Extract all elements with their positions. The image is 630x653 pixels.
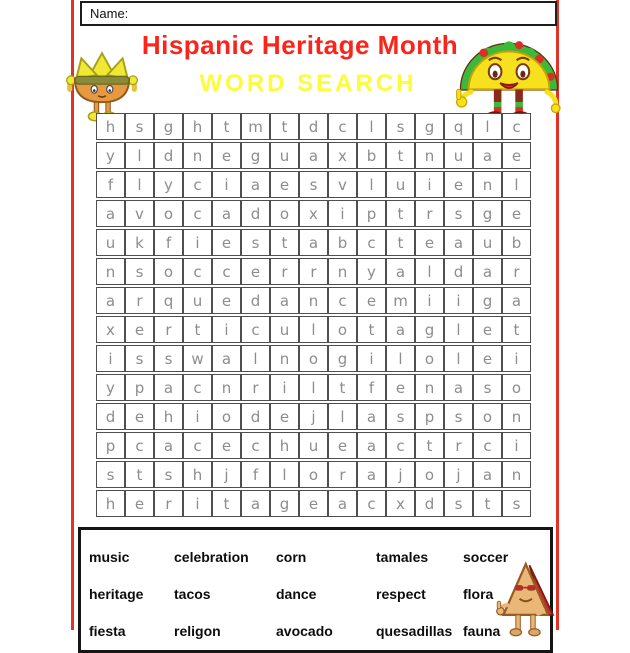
grid-cell: b: [328, 229, 357, 256]
grid-cell: i: [502, 432, 531, 459]
grid-cell: s: [473, 374, 502, 401]
grid-cell: i: [96, 345, 125, 372]
name-label: Name:: [90, 6, 129, 21]
grid-cell: e: [357, 287, 386, 314]
grid-cell: a: [212, 345, 241, 372]
grid-cell: e: [502, 142, 531, 169]
grid-cell: i: [270, 374, 299, 401]
grid-cell: n: [328, 258, 357, 285]
grid-cell: o: [299, 345, 328, 372]
grid-cell: c: [357, 229, 386, 256]
grid-cell: d: [299, 113, 328, 140]
grid-cell: n: [415, 142, 444, 169]
grid-cell: c: [183, 258, 212, 285]
grid-cell: t: [357, 316, 386, 343]
grid-cell: a: [444, 229, 473, 256]
grid-cell: o: [415, 461, 444, 488]
grid-cell: h: [96, 113, 125, 140]
grid-cell: a: [357, 432, 386, 459]
grid-cell: s: [154, 461, 183, 488]
grid-cell: o: [328, 316, 357, 343]
grid-cell: a: [328, 490, 357, 517]
grid-cell: o: [415, 345, 444, 372]
word-item: tacos: [174, 585, 211, 602]
grid-cell: d: [241, 403, 270, 430]
grid-cell: n: [299, 287, 328, 314]
grid-cell: u: [270, 316, 299, 343]
grid-cell: p: [357, 200, 386, 227]
word-item: soccer: [463, 548, 509, 565]
grid-cell: e: [125, 403, 154, 430]
grid-cell: a: [473, 258, 502, 285]
grid-cell: o: [502, 374, 531, 401]
grid-cell: l: [328, 403, 357, 430]
grid-cell: p: [125, 374, 154, 401]
grid-cell: g: [473, 200, 502, 227]
grid-cell: s: [125, 258, 154, 285]
grid-cell: r: [444, 432, 473, 459]
grid-cell: g: [241, 142, 270, 169]
word-item: fiesta: [89, 622, 126, 639]
grid-cell: c: [473, 432, 502, 459]
grid-cell: c: [328, 287, 357, 314]
grid-cell: h: [96, 490, 125, 517]
grid-cell: x: [96, 316, 125, 343]
grid-cell: v: [125, 200, 154, 227]
word-item: music: [89, 548, 130, 565]
grid-cell: s: [502, 490, 531, 517]
grid-cell: c: [386, 432, 415, 459]
grid-cell: a: [270, 287, 299, 314]
grid-cell: g: [415, 113, 444, 140]
grid-cell: o: [154, 200, 183, 227]
grid-cell: a: [299, 229, 328, 256]
grid-cell: t: [386, 142, 415, 169]
page-subtitle: WORD SEARCH: [199, 70, 417, 97]
grid-cell: e: [212, 432, 241, 459]
grid-row: [96, 113, 531, 140]
grid-cell: r: [502, 258, 531, 285]
grid-cell: f: [241, 461, 270, 488]
grid-row: [96, 403, 531, 430]
grid-row: [96, 171, 531, 198]
grid-cell: l: [415, 258, 444, 285]
grid-cell: s: [154, 345, 183, 372]
grid-cell: g: [473, 287, 502, 314]
grid-cell: x: [299, 200, 328, 227]
grid-cell: s: [96, 461, 125, 488]
grid-cell: c: [183, 200, 212, 227]
grid-cell: a: [386, 316, 415, 343]
grid-cell: a: [96, 200, 125, 227]
grid-row: [96, 229, 531, 256]
word-list-box: [78, 527, 553, 653]
grid-cell: a: [502, 287, 531, 314]
grid-cell: j: [386, 461, 415, 488]
grid-cell: u: [473, 229, 502, 256]
grid-cell: c: [183, 171, 212, 198]
grid-cell: r: [328, 461, 357, 488]
grid-cell: d: [241, 287, 270, 314]
grid-cell: l: [270, 461, 299, 488]
grid-cell: x: [386, 490, 415, 517]
grid-cell: c: [357, 490, 386, 517]
grid-cell: u: [270, 142, 299, 169]
grid-cell: d: [444, 258, 473, 285]
grid-cell: u: [183, 287, 212, 314]
grid-cell: t: [212, 490, 241, 517]
word-item: respect: [376, 585, 426, 602]
grid-cell: h: [154, 403, 183, 430]
grid-cell: o: [270, 200, 299, 227]
grid-cell: t: [415, 432, 444, 459]
grid-cell: m: [386, 287, 415, 314]
grid-cell: e: [212, 142, 241, 169]
grid-cell: l: [386, 345, 415, 372]
grid-cell: r: [125, 287, 154, 314]
grid-cell: b: [502, 229, 531, 256]
grid-cell: i: [415, 287, 444, 314]
grid-cell: i: [328, 200, 357, 227]
grid-cell: c: [328, 113, 357, 140]
grid-cell: s: [386, 403, 415, 430]
word-item: tamales: [376, 548, 429, 565]
grid-cell: q: [154, 287, 183, 314]
grid-cell: u: [444, 142, 473, 169]
grid-row: [96, 142, 531, 169]
grid-cell: a: [154, 432, 183, 459]
grid-row: [96, 316, 531, 343]
grid-cell: a: [473, 142, 502, 169]
grid-cell: e: [386, 374, 415, 401]
grid-cell: a: [212, 200, 241, 227]
grid-cell: j: [299, 403, 328, 430]
grid-cell: e: [473, 345, 502, 372]
grid-cell: m: [241, 113, 270, 140]
grid-cell: s: [125, 113, 154, 140]
grid-cell: e: [212, 229, 241, 256]
word-item: corn: [276, 548, 307, 565]
grid-cell: t: [270, 229, 299, 256]
grid-cell: c: [183, 374, 212, 401]
grid-cell: n: [212, 374, 241, 401]
grid-cell: l: [502, 171, 531, 198]
page-title: Hispanic Heritage Month: [141, 30, 459, 60]
grid-cell: k: [125, 229, 154, 256]
grid-row: [96, 287, 531, 314]
grid-cell: l: [357, 171, 386, 198]
grid-cell: t: [502, 316, 531, 343]
grid-cell: x: [328, 142, 357, 169]
grid-cell: s: [444, 490, 473, 517]
grid-cell: l: [473, 113, 502, 140]
grid-cell: u: [299, 432, 328, 459]
word-item: dance: [276, 585, 317, 602]
grid-cell: l: [444, 345, 473, 372]
word-list-row: [89, 538, 550, 575]
grid-cell: g: [328, 345, 357, 372]
grid-cell: e: [473, 316, 502, 343]
grid-cell: h: [183, 461, 212, 488]
grid-cell: a: [154, 374, 183, 401]
grid-cell: e: [125, 316, 154, 343]
grid-cell: r: [415, 200, 444, 227]
grid-cell: v: [328, 171, 357, 198]
grid-cell: c: [212, 258, 241, 285]
grid-cell: r: [154, 316, 183, 343]
grid-cell: l: [125, 171, 154, 198]
grid-cell: y: [96, 374, 125, 401]
grid-cell: o: [154, 258, 183, 285]
grid-cell: e: [212, 287, 241, 314]
grid-cell: b: [357, 142, 386, 169]
grid-cell: o: [212, 403, 241, 430]
grid-cell: a: [96, 287, 125, 314]
grid-cell: d: [154, 142, 183, 169]
grid-cell: s: [386, 113, 415, 140]
grid-cell: c: [502, 113, 531, 140]
grid-cell: t: [473, 490, 502, 517]
grid-cell: t: [386, 200, 415, 227]
name-field: [80, 1, 557, 26]
grid-cell: i: [212, 316, 241, 343]
grid-cell: i: [502, 345, 531, 372]
grid-cell: a: [241, 490, 270, 517]
word-item: avocado: [276, 622, 333, 639]
grid-cell: n: [415, 374, 444, 401]
grid-cell: g: [154, 113, 183, 140]
grid-cell: d: [415, 490, 444, 517]
grid-cell: c: [241, 432, 270, 459]
grid-cell: i: [183, 403, 212, 430]
word-item: fauna: [463, 622, 501, 639]
grid-row: [96, 345, 531, 372]
grid-cell: u: [96, 229, 125, 256]
quesadilla-character-icon: [496, 560, 558, 640]
grid-cell: r: [270, 258, 299, 285]
grid-cell: r: [154, 490, 183, 517]
grid-cell: r: [299, 258, 328, 285]
word-list-row: [89, 612, 550, 649]
grid-cell: g: [270, 490, 299, 517]
grid-cell: e: [502, 200, 531, 227]
grid-cell: t: [386, 229, 415, 256]
grid-cell: e: [125, 490, 154, 517]
grid-cell: e: [328, 432, 357, 459]
grid-cell: a: [241, 171, 270, 198]
grid-cell: n: [502, 403, 531, 430]
grid-row: [96, 432, 531, 459]
grid-cell: e: [241, 258, 270, 285]
grid-cell: p: [96, 432, 125, 459]
grid-cell: i: [212, 171, 241, 198]
grid-cell: f: [154, 229, 183, 256]
grid-cell: l: [125, 142, 154, 169]
grid-row: [96, 200, 531, 227]
grid-cell: j: [444, 461, 473, 488]
grid-cell: l: [299, 374, 328, 401]
grid-cell: s: [125, 345, 154, 372]
grid-cell: j: [212, 461, 241, 488]
grid-cell: c: [241, 316, 270, 343]
grid-cell: a: [444, 374, 473, 401]
grid-cell: t: [183, 316, 212, 343]
grid-cell: r: [241, 374, 270, 401]
grid-cell: u: [386, 171, 415, 198]
grid-cell: c: [183, 432, 212, 459]
grid-cell: e: [299, 490, 328, 517]
word-list-row: [89, 575, 550, 612]
grid-cell: q: [444, 113, 473, 140]
grid-cell: h: [183, 113, 212, 140]
grid-cell: e: [444, 171, 473, 198]
word-item: celebration: [174, 548, 249, 565]
grid-row: [96, 258, 531, 285]
grid-cell: a: [386, 258, 415, 285]
word-search-grid: [96, 111, 531, 519]
grid-cell: o: [473, 403, 502, 430]
grid-cell: n: [183, 142, 212, 169]
grid-cell: s: [444, 200, 473, 227]
grid-cell: o: [299, 461, 328, 488]
grid-cell: t: [270, 113, 299, 140]
grid-cell: s: [299, 171, 328, 198]
grid-cell: l: [299, 316, 328, 343]
grid-cell: n: [96, 258, 125, 285]
grid-cell: l: [357, 113, 386, 140]
grid-cell: n: [502, 461, 531, 488]
word-list: [81, 530, 550, 649]
grid-cell: l: [444, 316, 473, 343]
grid-cell: l: [241, 345, 270, 372]
grid-cell: d: [241, 200, 270, 227]
grid-cell: g: [415, 316, 444, 343]
grid-cell: h: [270, 432, 299, 459]
grid-cell: y: [96, 142, 125, 169]
grid-cell: w: [183, 345, 212, 372]
grid-cell: e: [270, 403, 299, 430]
grid-row: [96, 374, 531, 401]
grid-cell: s: [241, 229, 270, 256]
grid-cell: n: [270, 345, 299, 372]
grid-cell: e: [270, 171, 299, 198]
grid-cell: e: [415, 229, 444, 256]
grid-cell: f: [357, 374, 386, 401]
grid-cell: i: [357, 345, 386, 372]
grid-cell: y: [154, 171, 183, 198]
grid-cell: t: [212, 113, 241, 140]
grid-cell: y: [357, 258, 386, 285]
grid-cell: t: [125, 461, 154, 488]
grid-cell: d: [96, 403, 125, 430]
grid-cell: t: [328, 374, 357, 401]
grid-row: [96, 490, 531, 517]
word-item: religon: [174, 622, 221, 639]
grid-cell: i: [415, 171, 444, 198]
grid-cell: a: [357, 403, 386, 430]
grid-cell: f: [96, 171, 125, 198]
grid-cell: n: [473, 171, 502, 198]
word-item: heritage: [89, 585, 144, 602]
grid-cell: a: [299, 142, 328, 169]
grid-cell: i: [183, 229, 212, 256]
grid-cell: a: [357, 461, 386, 488]
grid-cell: c: [125, 432, 154, 459]
grid-cell: i: [183, 490, 212, 517]
word-item: quesadillas: [376, 622, 453, 639]
grid-cell: a: [473, 461, 502, 488]
word-item: flora: [463, 585, 494, 602]
grid-cell: s: [444, 403, 473, 430]
grid-cell: i: [444, 287, 473, 314]
grid-row: [96, 461, 531, 488]
grid-cell: p: [415, 403, 444, 430]
